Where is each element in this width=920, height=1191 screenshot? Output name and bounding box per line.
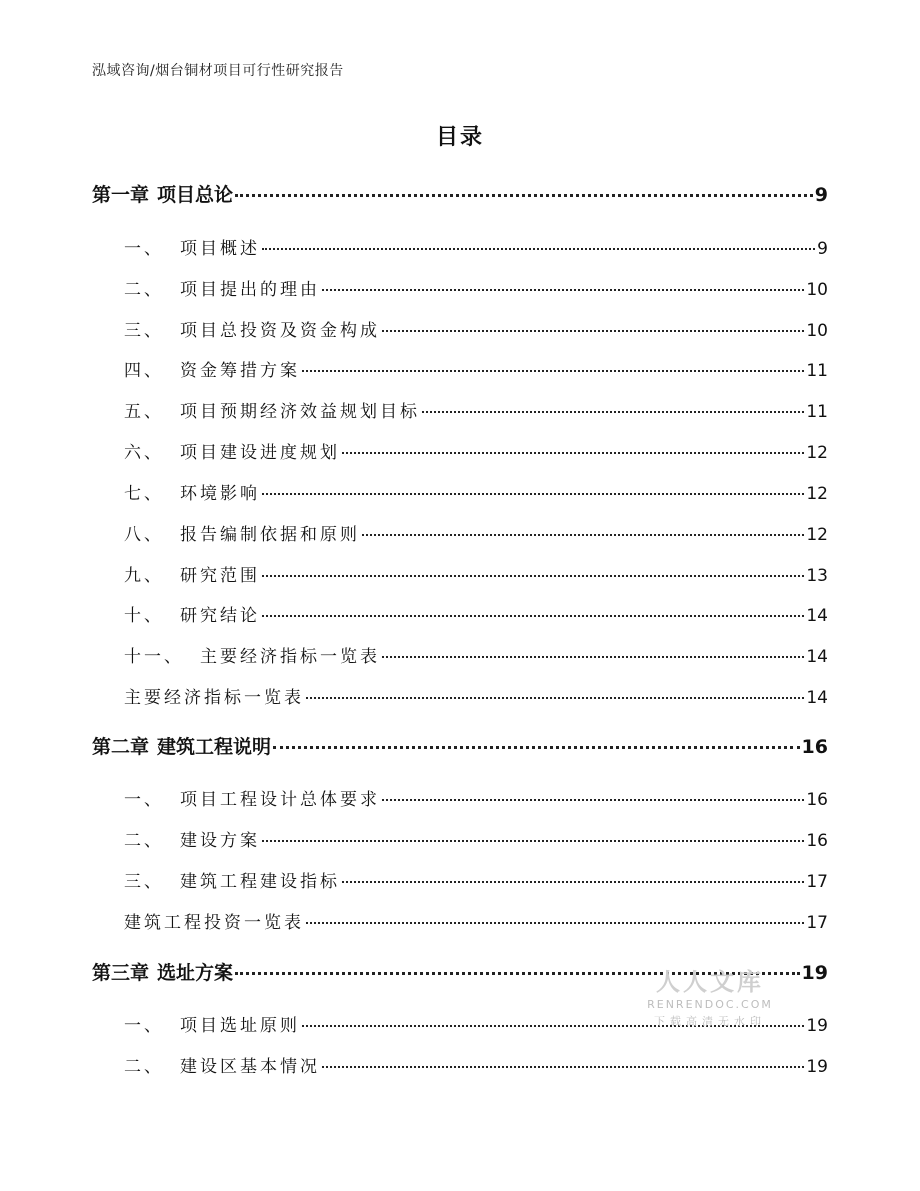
toc-entry[interactable]: [92, 732, 828, 760]
document-header: 泓域咨询/烟台铜材项目可行性研究报告: [92, 63, 344, 79]
toc-entry-number: 九、: [124, 566, 164, 586]
toc-entry-title: 建筑工程说明: [157, 736, 272, 758]
dot-leader: [342, 452, 804, 454]
toc-entry-title: 项目预期经济效益规划目标: [180, 402, 420, 422]
toc-entry-number: 三、: [124, 872, 164, 892]
toc-entry[interactable]: [124, 438, 828, 466]
toc-entry-page: 11: [806, 361, 828, 381]
dot-leader: [262, 575, 804, 577]
toc-entry[interactable]: [124, 356, 828, 384]
toc-entry[interactable]: [92, 180, 828, 208]
dot-leader: [235, 972, 800, 975]
dot-leader: [362, 534, 804, 536]
toc-entry-number: 一、: [124, 239, 164, 259]
toc-entry-title: 建筑工程建设指标: [180, 872, 340, 892]
toc-entry-number: 一、: [124, 790, 164, 810]
dot-leader: [262, 615, 804, 617]
toc-entry-number: 五、: [124, 402, 164, 422]
dot-leader: [422, 411, 804, 413]
toc-entry-page: 16: [801, 736, 828, 758]
toc-entry-page: 14: [806, 688, 828, 708]
toc-entry[interactable]: [124, 275, 828, 303]
toc-entry-title: 项目提出的理由: [180, 280, 320, 300]
toc-entry-page: 9: [817, 239, 828, 259]
dot-leader: [322, 1066, 804, 1068]
watermark-domain: RENRENDOC.COM: [647, 998, 773, 1011]
toc-entry-number: 第二章: [92, 736, 150, 758]
toc-entry-number: 第三章: [92, 962, 150, 984]
watermark-brand: 人人文库: [656, 968, 764, 996]
toc-entry-page: 9: [814, 184, 828, 206]
toc-entry-page: 19: [801, 962, 828, 984]
toc-entry-number: 十一、: [124, 647, 184, 667]
toc-entry[interactable]: [124, 908, 828, 936]
toc-entry-page: 12: [806, 443, 828, 463]
dot-leader: [382, 330, 804, 332]
toc-entry-number: 六、: [124, 443, 164, 463]
toc-entry[interactable]: [124, 601, 828, 629]
watermark-slogan: 下载高清无水印: [654, 1015, 766, 1028]
toc-entry-number: 七、: [124, 484, 164, 504]
toc-entry[interactable]: [92, 958, 828, 986]
toc-entry-page: 12: [806, 525, 828, 545]
dot-leader: [382, 799, 804, 801]
toc-entry-title: 项目总投资及资金构成: [180, 321, 380, 341]
toc-entry[interactable]: [124, 234, 828, 262]
toc-entry-page: 10: [806, 321, 828, 341]
toc-entry-page: 16: [806, 831, 828, 851]
dot-leader: [235, 194, 813, 197]
toc-entry-page: 14: [806, 606, 828, 626]
toc-entry[interactable]: [124, 826, 828, 854]
toc-entry-title: 项目概述: [180, 239, 260, 259]
toc-entry-title: 报告编制依据和原则: [180, 525, 360, 545]
toc-entry[interactable]: [124, 520, 828, 548]
toc-entry-page: 17: [806, 913, 828, 933]
dot-leader: [306, 922, 804, 924]
toc-entry[interactable]: [124, 397, 828, 425]
toc-entry[interactable]: [124, 479, 828, 507]
toc-entry[interactable]: [124, 1011, 828, 1039]
dot-leader: [322, 289, 804, 291]
toc-entry-page: 19: [806, 1016, 828, 1036]
toc-entry-number: 三、: [124, 321, 164, 341]
dot-leader: [302, 370, 804, 372]
dot-leader: [306, 697, 804, 699]
dot-leader: [302, 1025, 804, 1027]
toc-entry[interactable]: [124, 683, 828, 711]
dot-leader: [342, 881, 804, 883]
toc-entry-title: 建设方案: [180, 831, 260, 851]
dot-leader: [273, 746, 800, 749]
toc-entry[interactable]: [124, 642, 828, 670]
toc-entry-title: 项目工程设计总体要求: [180, 790, 380, 810]
toc-entry-title: 主要经济指标一览表: [200, 647, 380, 667]
toc-entry-title: 建设区基本情况: [180, 1057, 320, 1077]
toc-entry-page: 16: [806, 790, 828, 810]
toc-entry-title: 研究结论: [180, 606, 260, 626]
toc-entry[interactable]: [124, 867, 828, 895]
toc-entry-page: 19: [806, 1057, 828, 1077]
toc-entry-page: 17: [806, 872, 828, 892]
dot-leader: [262, 493, 804, 495]
toc-entry-page: 14: [806, 647, 828, 667]
toc-entry-title: 项目选址原则: [180, 1016, 300, 1036]
toc-entry-title: 环境影响: [180, 484, 260, 504]
toc-entry-title: 研究范围: [180, 566, 260, 586]
toc-entry-number: 第一章: [92, 184, 150, 206]
toc-entry-number: 十、: [124, 606, 164, 626]
toc-entry[interactable]: [124, 561, 828, 589]
toc-entry-page: 12: [806, 484, 828, 504]
toc-entry-page: 11: [806, 402, 828, 422]
dot-leader: [262, 840, 804, 842]
toc-entry-title: 项目总论: [157, 184, 234, 206]
toc-entry-number: 二、: [124, 1057, 164, 1077]
toc-entry-title: 建筑工程投资一览表: [124, 913, 304, 933]
toc-entry-number: 四、: [124, 361, 164, 381]
toc-entry[interactable]: [124, 785, 828, 813]
toc-entry-title: 选址方案: [157, 962, 234, 984]
toc-entry-title: 主要经济指标一览表: [124, 688, 304, 708]
toc-entry-number: 二、: [124, 831, 164, 851]
toc-entry-title: 项目建设进度规划: [180, 443, 340, 463]
toc-entry-page: 13: [806, 566, 828, 586]
page-title: 目录: [435, 125, 484, 150]
toc-entry-page: 10: [806, 280, 828, 300]
toc-entry-number: 一、: [124, 1016, 164, 1036]
dot-leader: [382, 656, 804, 658]
toc-entry[interactable]: [124, 316, 828, 344]
dot-leader: [262, 248, 815, 250]
toc-entry-number: 八、: [124, 525, 164, 545]
toc-entry-number: 二、: [124, 280, 164, 300]
toc-entry[interactable]: [124, 1052, 828, 1080]
toc-entry-title: 资金筹措方案: [180, 361, 300, 381]
